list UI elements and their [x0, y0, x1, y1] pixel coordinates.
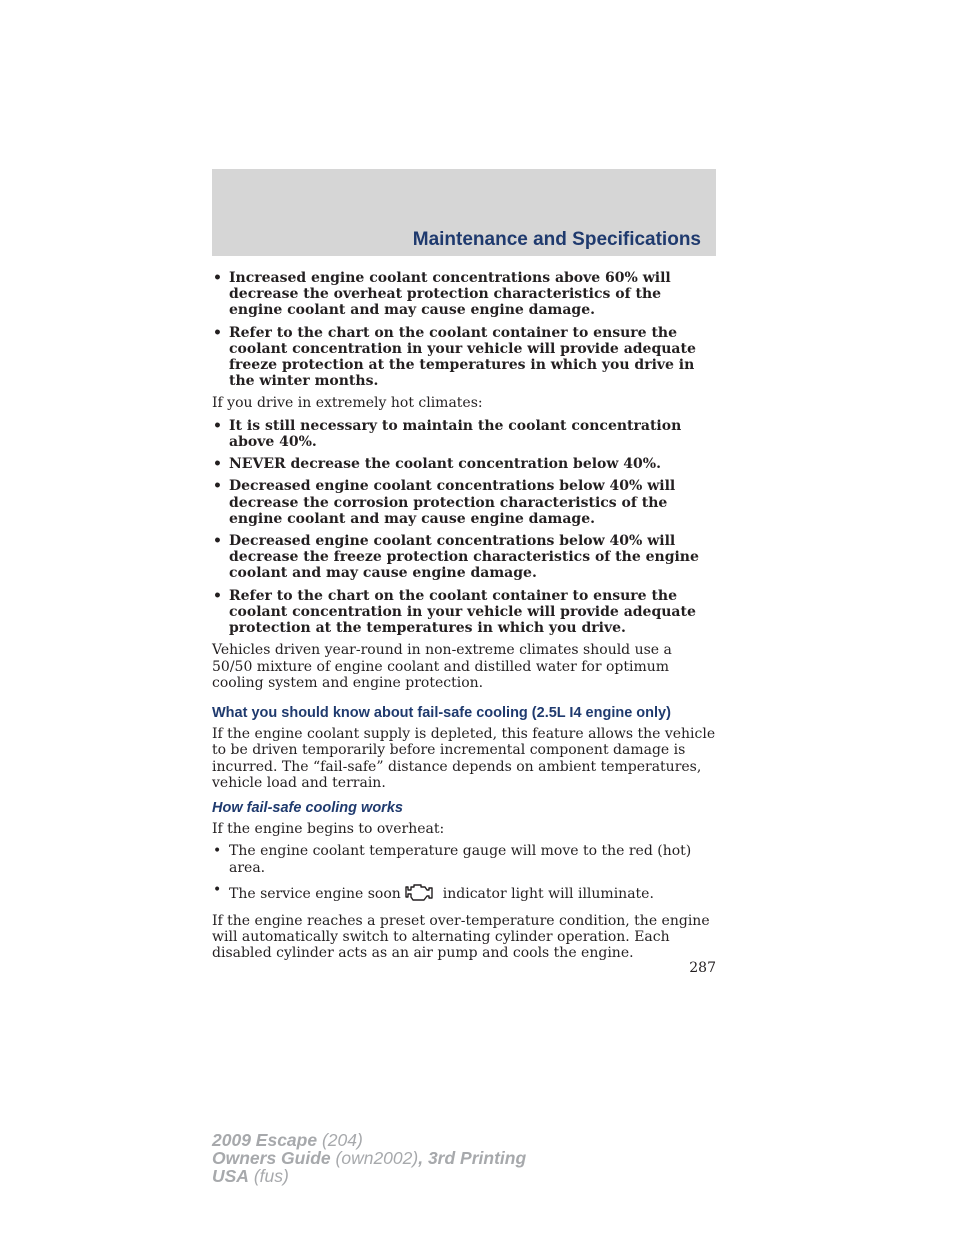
failsafe-paragraph: If the engine coolant supply is depleted, this feature allows the vehicle to be driven temporarily before incremental component damage is incurred. The “fail-safe” distance depends on ambient temperatures, vehicle load and terrain. [212, 725, 716, 792]
page-number: 287 [689, 960, 716, 976]
list-item-text-after: indicator light will illuminate. [442, 886, 654, 903]
footer-line-model: 2009 Escape (204) [212, 1130, 363, 1150]
footer-line-market: USA (fus) [212, 1166, 289, 1186]
section-header-bar [212, 169, 716, 256]
overtemp-paragraph: If the engine reaches a preset over-temperature condition, the engine will automatically switch to alternating cylinder operation. Each disabled cylinder acts as an air pump and cools the engine. [212, 912, 710, 962]
footer-line-guide: Owners Guide (own2002), 3rd Printing [212, 1148, 527, 1168]
list-item: • Refer to the chart on the coolant container to ensure the coolant concentration in your vehicle will provide adequate freeze protection at the temperatures in which you drive in the winter months. [212, 325, 716, 390]
list-item: • Refer to the chart on the coolant container to ensure the coolant concentration in your vehicle will provide adequate protection at the temperatures in which you drive. [212, 588, 716, 637]
overheat-intro: If the engine begins to overheat: [212, 820, 445, 837]
list-item: • Decreased engine coolant concentrations below 40% will decrease the corrosion protection characteristics of the engine coolant and may cause engine damage. [212, 478, 716, 527]
overheat-list [212, 843, 716, 906]
how-failsafe-heading: How fail-safe cooling works [212, 799, 403, 816]
hot-climates-list [212, 418, 716, 636]
list-item-text-before: The service engine soon [229, 886, 401, 903]
year-round-paragraph: Vehicles driven year-round in non-extreme climates should use a 50/50 mixture of engine coolant and distilled water for optimum cooling system and engine protection. [212, 642, 672, 692]
failsafe-heading: What you should know about fail-safe cooling (2.5L I4 engine only) [212, 705, 671, 722]
list-item: • NEVER decrease the coolant concentration below 40%. [212, 456, 716, 472]
list-item: • Increased engine coolant concentrations above 60% will decrease the overheat protection characteristics of the engine coolant and may cause engine damage. [212, 270, 716, 319]
page-content [212, 268, 716, 968]
coolant-warnings-list [212, 270, 716, 389]
list-item [212, 882, 716, 906]
section-title: Maintenance and Specifications [412, 229, 701, 250]
list-item: • It is still necessary to maintain the coolant concentration above 40%. [212, 418, 716, 450]
document-footer [212, 1131, 526, 1185]
hot-climates-intro: If you drive in extremely hot climates: [212, 395, 483, 412]
list-item: • Decreased engine coolant concentrations below 40% will decrease the freeze protection characteristics of the engine coolant and may cause engine damage. [212, 533, 716, 582]
list-item: • The engine coolant temperature gauge will move to the red (hot) area. [212, 843, 716, 876]
check-engine-icon [404, 882, 434, 906]
